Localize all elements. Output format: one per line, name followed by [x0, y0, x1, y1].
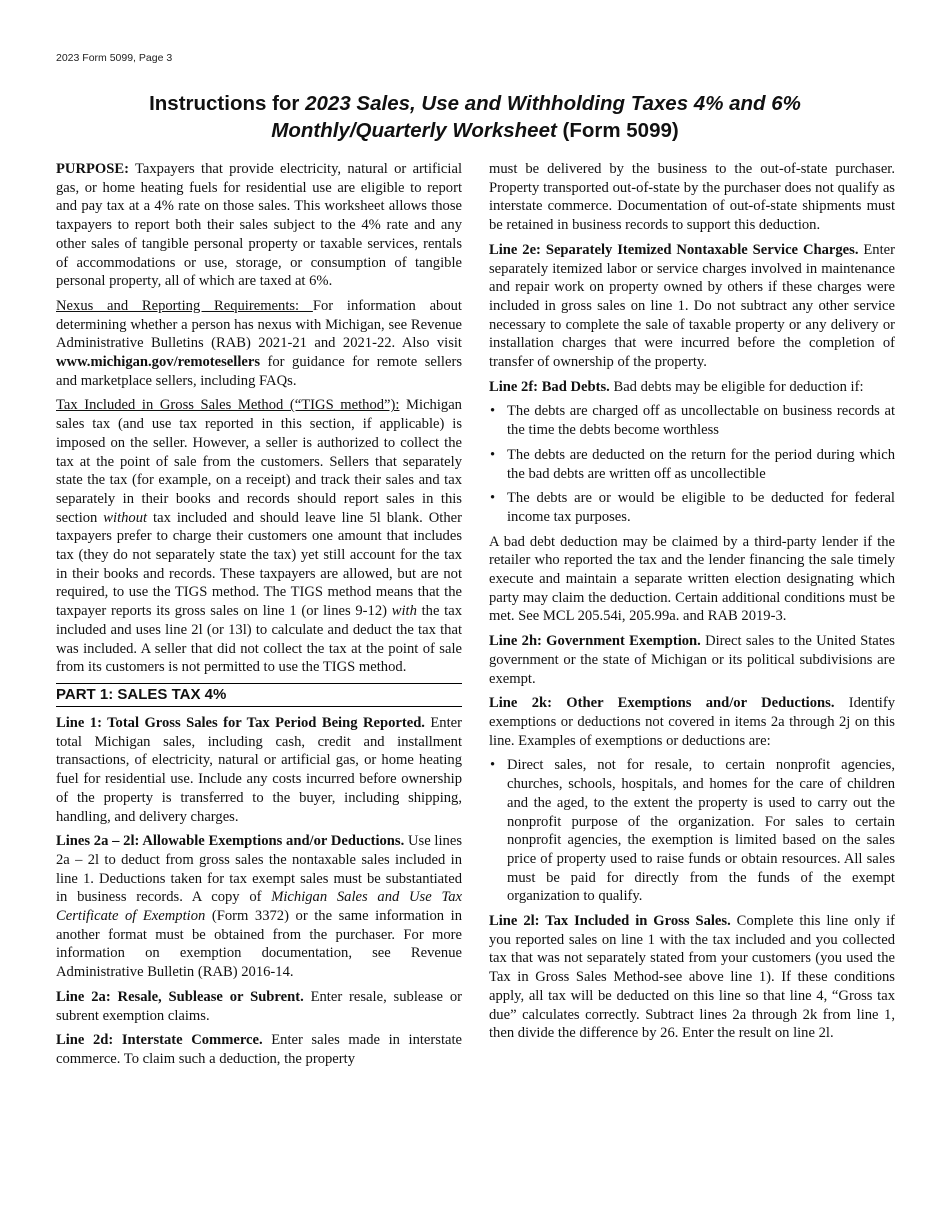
tigs-text-2: tax included and should leave line 5l blank. Other taxpayers prefer to charge their customers one amount that includes tax (they do not separately state the tax) yet still account for the tax in their books and records. These taxpayers are allowed, but are not required, to use the TIGS method. The TIGS method means that the taxpayer reports its gross sales on line 1 (or lines 9-12) — [56, 509, 462, 620]
line2k-paragraph — [489, 694, 895, 750]
tigs-paragraph — [56, 396, 462, 677]
line2k-label: Line 2k: Other Exemptions and/or Deductions. — [489, 695, 835, 712]
line2l-text: Complete this line only if you reported sales on line 1 with the tax included and you collected tax that was not separately stated from your customers (you used the Tax in Gross Sales Method-see above line 1). If these conditions apply, all tax will be deducted on this line so that line 4, “Gross tax due” calculates correctly. Subtract lines 2a through 2k from line 1, then divide the difference by 26. Enter the result on line 2l. — [489, 913, 895, 1042]
list-item: • The debts are charged off as uncollectable on business records at the time the debts become worthless — [489, 402, 895, 439]
line2f-text: Bad debts may be eligible for deduction if: — [609, 378, 864, 395]
line2e-label: Line 2e: Separately Itemized Nontaxable Service Charges. — [489, 241, 859, 258]
tigs-italic-without: without — [103, 509, 148, 526]
line2h-text: Direct sales to the United States government or the state of Michigan or its political subdivisions are exempt. — [489, 633, 895, 687]
list-item: • Direct sales, not for resale, to certain nonprofit agencies, churches, schools, hospitals, and homes for the care of children and the aged, to the extent the property is used to carry out the nonprofit purpose of the organization. For sales to certain nonprofit agencies, the exemption is limited based on the sales price of property used to raise funds or obtain resources. All sales must be paid for directly from the funds of the exempt organization to qualify. — [489, 756, 895, 906]
tigs-text-1: Michigan sales tax (and use tax reported in this section, if applicable) is imposed on the seller. However, a seller is authorized to collect the tax at the point of sale from the customers. Sellers that separately state the tax (for example, on a receipt) and track their sales and tax separately in their books and records should report sales in this section — [56, 397, 462, 526]
line1-text: Enter total Michigan sales, including cash, credit and installment transactions, of electricity, natural or artificial gas, or home heating fuel for residential use. Include any costs incurred before ownership of the property is transferred to the buyer, including shipping, handling, and delivery charges. — [56, 714, 462, 825]
line2l-paragraph — [489, 912, 895, 1043]
nexus-label: Nexus and Reporting Requirements: — [56, 297, 313, 314]
exemption-certificate-title: Michigan Sales and Use Tax Certificate of Exemption — [56, 889, 462, 925]
line2f-paragraph — [489, 378, 895, 397]
other-exemptions-list — [489, 756, 895, 906]
tigs-label: Tax Included in Gross Sales Method (“TIGS method”): — [56, 397, 400, 414]
line2d-text: Enter sales made in interstate commerce. To claim such a deduction, the property — [56, 1032, 463, 1067]
line2a-text: Enter resale, sublease or subrent exemption claims. — [56, 988, 463, 1024]
line2l-label: Line 2l: Tax Included in Gross Sales. — [489, 913, 731, 930]
line2e-text: Enter separately itemized labor or service charges involved in maintenance and repair work on property owned by others if these charges were included in gross sales on line 1. Do not subtract any other service necessary to complete the sale of taxable property or any delivery or installation charges that were incurred before the completion of transfer of ownership of the property. — [489, 241, 895, 371]
title-prefix: Instructions for — [149, 92, 306, 115]
remote-sellers-link[interactable]: www.michigan.gov/remotesellers — [56, 354, 261, 371]
page-label: 2023 Form 5099, Page 3 — [56, 52, 173, 64]
line2d-paragraph — [56, 1031, 462, 1068]
line2e-paragraph — [489, 241, 895, 372]
list-item: • The debts are or would be eligible to be deducted for federal income tax purposes. — [489, 489, 895, 526]
lines2-label: Lines 2a – 2l: Allowable Exemptions and/or Deductions. — [56, 833, 405, 850]
title-italic-line1: 2023 Sales, Use and Withholding Taxes 4% and 6% — [305, 92, 801, 115]
tigs-text-3: the tax included and uses line 2l (or 13l) to calculate and deduct the tax that was included. A seller that did not collect the tax at the point of sale from its customers is not permitted to use the TIGS method. — [56, 603, 462, 676]
line2a-label: Line 2a: Resale, Sublease or Subrent. — [56, 988, 304, 1005]
lines2-paragraph — [56, 832, 462, 982]
line2d-continuation: must be delivered by the business to the out-of-state purchaser. Property transported out-of-state by the purchaser does not qualify as interstate commerce. Documentation of out-of-state shipments must be retained in business records to support this deduction. — [489, 161, 895, 234]
lines2-text-1: Use lines 2a – 2l to deduct from gross sales the nontaxable sales included in line 1. Deductions taken for tax exempt sales must be substantiated in business records. A copy of — [56, 833, 462, 906]
bad-debt-paragraph: A bad debt deduction may be claimed by a third-party lender if the retailer who reported the tax and the lender financing the sale timely execute and maintain a separate written election designating which party may claim the deduction. Certain additional conditions must be met. See MCL 205.54i, 205.99a. and RAB 2019-3. — [489, 533, 895, 625]
nexus-text-1: For information about determining whether a person has nexus with Michigan, see Revenue Administrative Bulletins (RAB) 2021-21 and 2021-22. Also visit — [56, 297, 462, 352]
line2a-paragraph — [56, 988, 462, 1025]
nexus-text-2: for guidance for remote sellers and marketplace sellers, including FAQs. — [56, 354, 462, 389]
lines2-text-2: (Form 3372) or the same information in another format must be obtained from the purchaser. For more information on exemption documentation, see Revenue Administrative Bulletin (RAB) 2016-14. — [56, 908, 462, 981]
line1-paragraph — [56, 714, 462, 826]
page-title — [56, 90, 894, 144]
part1-heading: PART 1: SALES TAX 4% — [56, 683, 462, 707]
title-italic-line2: Monthly/Quarterly Worksheet — [271, 119, 557, 142]
line2f-label: Line 2f: Bad Debts. — [489, 378, 610, 395]
line2h-paragraph — [489, 632, 895, 688]
line2h-label: Line 2h: Government Exemption. — [489, 633, 701, 650]
list-item: • The debts are deducted on the return for the period during which the bad debts are written off as uncollectible — [489, 446, 895, 483]
purpose-paragraph — [56, 160, 462, 291]
line1-label: Line 1: Total Gross Sales for Tax Period Being Reported. — [56, 714, 425, 731]
purpose-text: Taxpayers that provide electricity, natural or artificial gas, or home heating fuels for residential use are eligible to report and pay tax at a 4% rate on those sales. This worksheet allows those taxpayers to report both their sales subject to the 4% rate and any other sales of tangible personal property or taxable services, rentals of accommodations or use, storage, or consumption of tangible personal property, all of which are taxed at 6%. — [56, 161, 462, 290]
nexus-paragraph — [56, 297, 462, 391]
tigs-italic-with: with — [391, 603, 417, 620]
right-column — [489, 160, 895, 1049]
bad-debt-conditions-list — [489, 402, 895, 526]
left-column — [56, 160, 462, 1075]
title-suffix: (Form 5099) — [556, 119, 679, 142]
line2k-text: Identify exemptions or deductions not covered in items 2a through 2j on this line. Examples of exemptions or deductions are: — [489, 695, 895, 749]
purpose-label: PURPOSE: — [56, 161, 129, 177]
line2d-label: Line 2d: Interstate Commerce. — [56, 1032, 263, 1049]
